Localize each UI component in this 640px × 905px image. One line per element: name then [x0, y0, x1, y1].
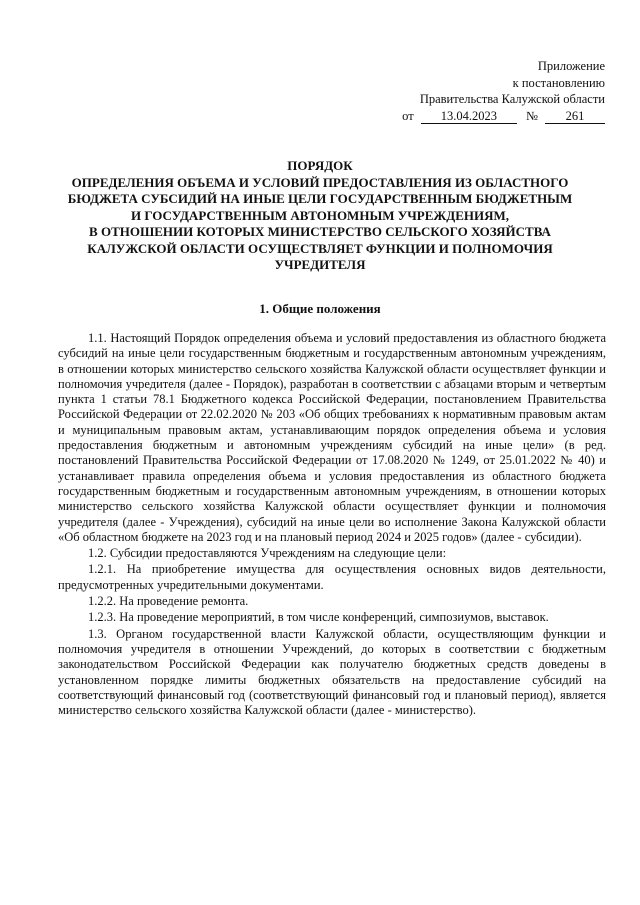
title-line: ОПРЕДЕЛЕНИЯ ОБЪЕМА И УСЛОВИЙ ПРЕДОСТАВЛЕНИЯ ИЗ ОБЛАСТНОГО — [71, 174, 569, 190]
appendix-label: Приложение — [537, 59, 605, 73]
paragraph-1-2-2: 1.2.2. На проведение ремонта. — [88, 594, 249, 609]
appendix-date-number-line — [402, 108, 605, 125]
paragraph-1-2: 1.2. Субсидии предоставляются Учреждениям на следующие цели: — [88, 546, 447, 561]
paragraph-1-2-3: 1.2.3. На проведение мероприятий, в том числе конференций, симпозиумов, выставок. — [88, 610, 549, 625]
title-line: УЧРЕДИТЕЛЯ — [274, 257, 366, 272]
title-line: И ГОСУДАРСТВЕННЫМ АВТОНОМНЫМ УЧРЕЖДЕНИЯМ, — [130, 207, 510, 223]
appendix-government-label: Правительства Калужской области — [419, 92, 605, 106]
resolution-number: 261 — [545, 110, 605, 124]
paragraph-1-1: 1.1. Настоящий Порядок определения объема и условий предоставления из областного бюджета субсидий на иные цели государственным бюджетным и государственным автономным учреждениям, в отношении которых министерство сельского хозяйства Калужской области осуществляет функции и полномочия учредителя (далее - Порядок), разработан в соответствии с абзацами вторым и четвертым пункта 1 статьи 78.1 Бюджетного кодекса Российской Федерации, постановлением Правительства Российской Федерации от 22.02.2020 № 203 «Об общих требованиях к нормативным правовым актам и муниципальным правовым актам, устанавливающим порядок определения объема и условия предоставления бюджетным и автономным учреждениям субсидий на иные цели» (в ред. постановлений Правительства Российской Федерации от 17.08.2020 № 1249, от 25.01.2022 № 40) и устанавливает правила определения объема и условия предоставления из областного бюджета государственным бюджетным и государственным автономным учреждениям, в отношении которых министерство сельского хозяйства Калужской области осуществляет функции и полномочия учредителя (далее - Учреждения), субсидий на иные цели во исполнение Закона Калужской области «Об областном бюджете на 2023 год и на плановый период 2024 и 2025 годов» (далее - субсидии). — [58, 331, 606, 544]
paragraph-1-2-1: 1.2.1. На приобретение имущества для осуществления основных видов деятельности, предусмотренных учредительными документами. — [58, 562, 606, 592]
appendix-resolution-label: к постановлению — [512, 75, 605, 90]
title-line: ПОРЯДОК — [287, 158, 353, 173]
appendix-block — [402, 58, 605, 124]
resolution-date: 13.04.2023 — [421, 110, 517, 124]
section-heading: 1. Общие положения — [259, 301, 381, 316]
document-title — [40, 158, 600, 274]
document-body — [58, 331, 606, 718]
title-line: БЮДЖЕТА СУБСИДИЙ НА ИНЫЕ ЦЕЛИ ГОСУДАРСТВЕННЫМ БЮДЖЕТНЫМ — [67, 191, 573, 206]
from-label: от — [402, 108, 414, 123]
paragraph-1-3: 1.3. Органом государственной власти Калужской области, осуществляющим функции и полномочия учредителя в отношении Учреждений, до которых в соответствии с бюджетным законодательством Российской Федерации как получателю бюджетных средств доведены в установленном порядке лимиты бюджетных обязательств на предоставление субсидий на соответствующий финансовый год (соответствующий финансовый год и плановый период), является министерство сельского хозяйства Калужской области (далее - министерство). — [58, 626, 606, 718]
title-line: В ОТНОШЕНИИ КОТОРЫХ МИНИСТЕРСТВО СЕЛЬСКОГО ХОЗЯЙСТВА — [89, 224, 551, 239]
title-line: КАЛУЖСКОЙ ОБЛАСТИ ОСУЩЕСТВЛЯЕТ ФУНКЦИИ И ПОЛНОМОЧИЯ — [87, 240, 553, 256]
number-label: № — [525, 108, 538, 123]
